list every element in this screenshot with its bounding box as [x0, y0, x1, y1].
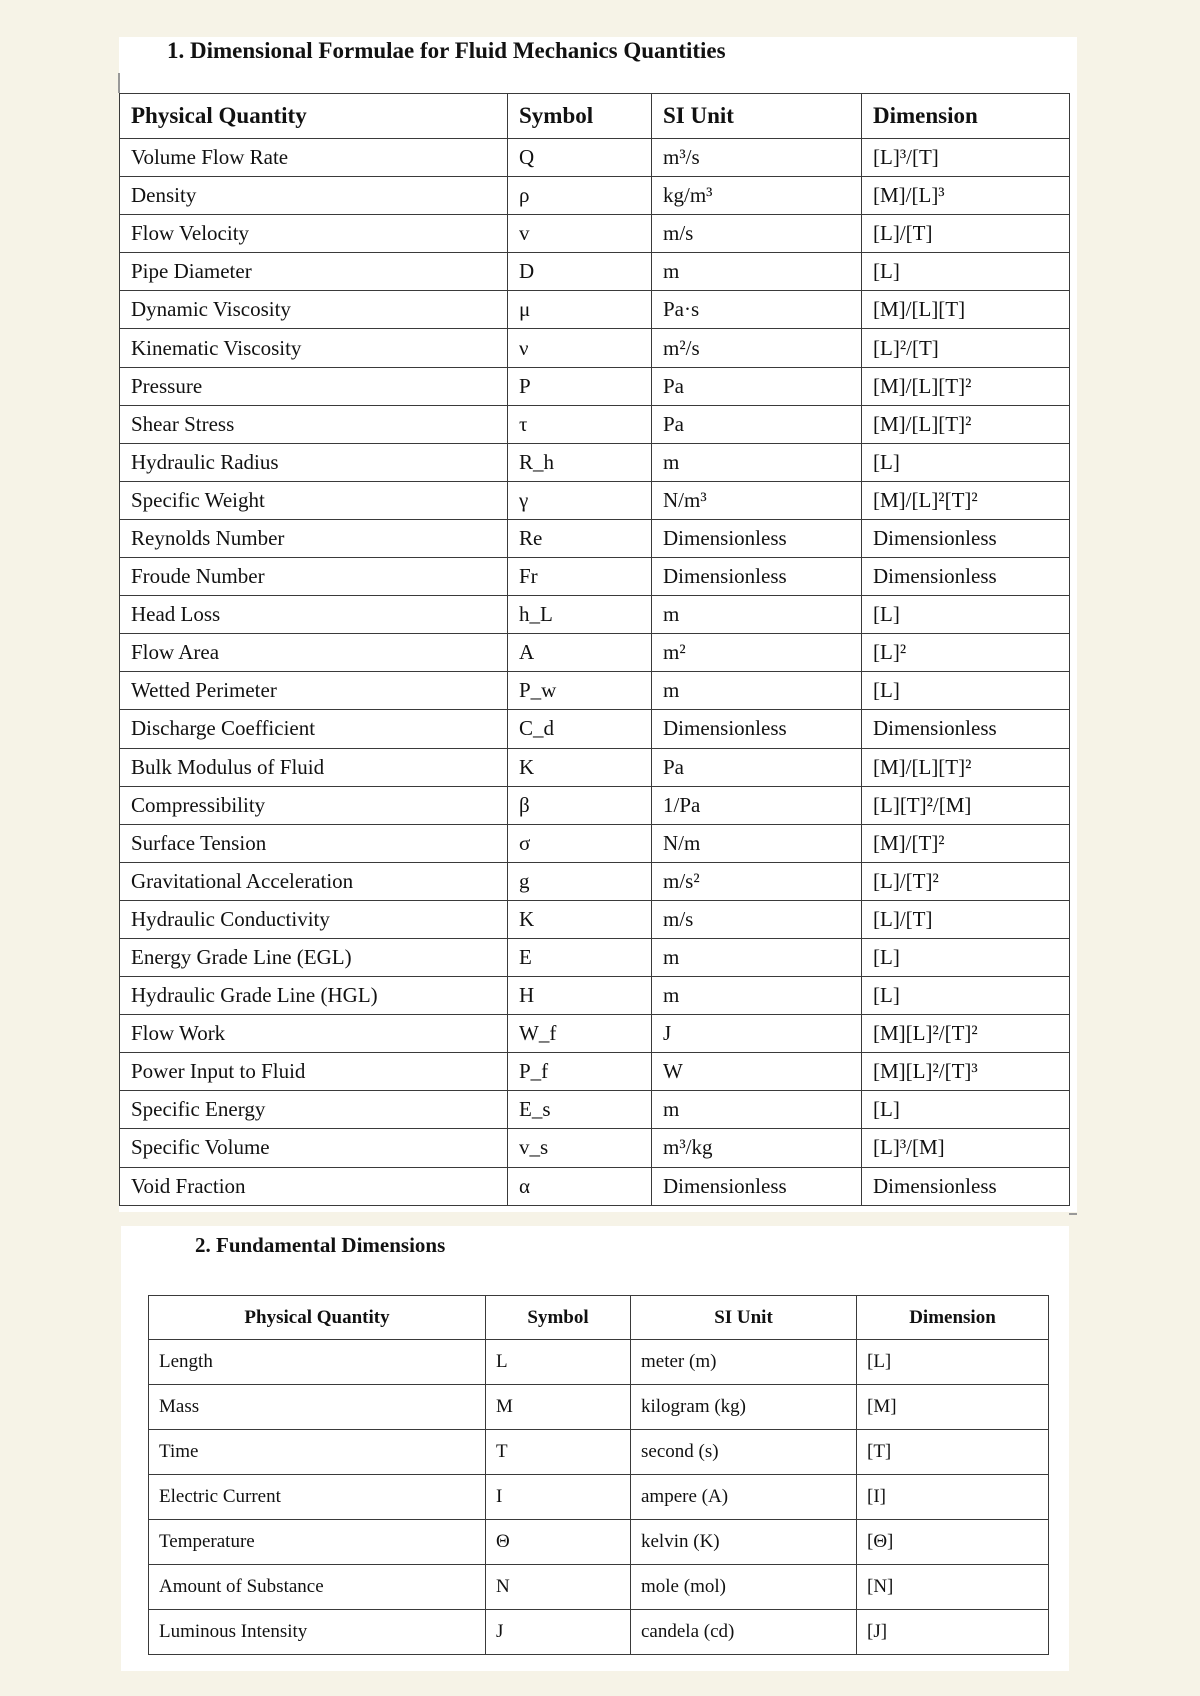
cell-si-unit: m/s² [652, 862, 862, 900]
cell-si-unit: Dimensionless [652, 1167, 862, 1205]
fluid-mechanics-table [119, 93, 1070, 1206]
cell-physical-quantity: Compressibility [120, 786, 508, 824]
cell-physical-quantity: Length [149, 1340, 486, 1385]
cell-si-unit: Dimensionless [652, 710, 862, 748]
cell-physical-quantity: Volume Flow Rate [120, 139, 508, 177]
cell-symbol: J [486, 1610, 631, 1655]
cell-symbol: E [508, 938, 652, 976]
header-si-unit: SI Unit [631, 1296, 857, 1340]
cell-physical-quantity: Discharge Coefficient [120, 710, 508, 748]
cell-si-unit: candela (cd) [631, 1610, 857, 1655]
cell-physical-quantity: Specific Energy [120, 1091, 508, 1129]
cell-physical-quantity: Time [149, 1430, 486, 1475]
cell-physical-quantity: Surface Tension [120, 824, 508, 862]
table-row [120, 900, 1070, 938]
cell-physical-quantity: Wetted Perimeter [120, 672, 508, 710]
cell-physical-quantity: Specific Volume [120, 1129, 508, 1167]
table-row [149, 1430, 1049, 1475]
cell-si-unit: Pa [652, 405, 862, 443]
table-row [120, 215, 1070, 253]
table-row [120, 481, 1070, 519]
header-symbol: Symbol [508, 94, 652, 139]
cell-symbol: τ [508, 405, 652, 443]
cell-dimension: [L]³/[T] [862, 139, 1070, 177]
table-row [149, 1520, 1049, 1565]
table-row [149, 1565, 1049, 1610]
cell-symbol: P_f [508, 1053, 652, 1091]
cell-si-unit: m/s [652, 215, 862, 253]
cell-symbol: v [508, 215, 652, 253]
cell-si-unit: m [652, 1091, 862, 1129]
cell-symbol: Re [508, 519, 652, 557]
cell-dimension: Dimensionless [862, 1167, 1070, 1205]
cell-dimension: Dimensionless [862, 558, 1070, 596]
table-row [149, 1475, 1049, 1520]
table-row [120, 596, 1070, 634]
table-row [120, 786, 1070, 824]
cell-dimension: [M]/[L]²[T]² [862, 481, 1070, 519]
table-row [120, 977, 1070, 1015]
cell-si-unit: m² [652, 634, 862, 672]
table-header-row [149, 1296, 1049, 1340]
cell-symbol: K [508, 748, 652, 786]
table-row [120, 1129, 1070, 1167]
cell-si-unit: m [652, 253, 862, 291]
header-dimension: Dimension [857, 1296, 1049, 1340]
cell-si-unit: W [652, 1053, 862, 1091]
cell-symbol: N [486, 1565, 631, 1610]
header-symbol: Symbol [486, 1296, 631, 1340]
cell-symbol: ν [508, 329, 652, 367]
cell-dimension: [L] [862, 443, 1070, 481]
cell-dimension: [L]³/[M] [862, 1129, 1070, 1167]
cell-physical-quantity: Bulk Modulus of Fluid [120, 748, 508, 786]
cell-symbol: H [508, 977, 652, 1015]
cell-physical-quantity: Flow Work [120, 1015, 508, 1053]
cell-symbol: Θ [486, 1520, 631, 1565]
cell-symbol: P [508, 367, 652, 405]
cell-dimension: [M]/[L][T]² [862, 405, 1070, 443]
cell-symbol: C_d [508, 710, 652, 748]
cell-symbol: g [508, 862, 652, 900]
cell-symbol: M [486, 1385, 631, 1430]
cell-si-unit: m [652, 938, 862, 976]
cell-si-unit: m/s [652, 900, 862, 938]
cell-physical-quantity: Shear Stress [120, 405, 508, 443]
cell-dimension: [M]/[L]³ [862, 177, 1070, 215]
cell-symbol: α [508, 1167, 652, 1205]
cell-symbol: v_s [508, 1129, 652, 1167]
cell-physical-quantity: Hydraulic Conductivity [120, 900, 508, 938]
cell-physical-quantity: Density [120, 177, 508, 215]
cell-physical-quantity: Hydraulic Grade Line (HGL) [120, 977, 508, 1015]
cell-symbol: h_L [508, 596, 652, 634]
cell-si-unit: m³/s [652, 139, 862, 177]
cell-dimension: [T] [857, 1430, 1049, 1475]
table-row [120, 329, 1070, 367]
cell-si-unit: m³/kg [652, 1129, 862, 1167]
cell-dimension: [L] [862, 1091, 1070, 1129]
table-row [120, 291, 1070, 329]
cell-symbol: D [508, 253, 652, 291]
cell-symbol: Q [508, 139, 652, 177]
cell-dimension: [L] [862, 253, 1070, 291]
cell-symbol: Fr [508, 558, 652, 596]
cell-si-unit: kelvin (K) [631, 1520, 857, 1565]
page-edge-mark [118, 73, 120, 93]
cell-si-unit: J [652, 1015, 862, 1053]
table-row [120, 519, 1070, 557]
cell-dimension: [L]/[T] [862, 900, 1070, 938]
cell-symbol: R_h [508, 443, 652, 481]
cell-dimension: [M]/[L][T]² [862, 367, 1070, 405]
cell-symbol: γ [508, 481, 652, 519]
cell-physical-quantity: Froude Number [120, 558, 508, 596]
table-row [120, 824, 1070, 862]
cell-symbol: K [508, 900, 652, 938]
cell-symbol: T [486, 1430, 631, 1475]
cell-dimension: [J] [857, 1610, 1049, 1655]
cell-si-unit: Pa [652, 367, 862, 405]
table-row [120, 938, 1070, 976]
cell-dimension: [L]²/[T] [862, 329, 1070, 367]
cell-physical-quantity: Pressure [120, 367, 508, 405]
cell-physical-quantity: Mass [149, 1385, 486, 1430]
cell-symbol: W_f [508, 1015, 652, 1053]
cell-si-unit: m [652, 596, 862, 634]
cell-physical-quantity: Kinematic Viscosity [120, 329, 508, 367]
header-physical-quantity: Physical Quantity [120, 94, 508, 139]
cell-physical-quantity: Head Loss [120, 596, 508, 634]
cell-physical-quantity: Luminous Intensity [149, 1610, 486, 1655]
cell-physical-quantity: Temperature [149, 1520, 486, 1565]
cell-symbol: P_w [508, 672, 652, 710]
cell-dimension: [M]/[L][T]² [862, 748, 1070, 786]
cell-dimension: [N] [857, 1565, 1049, 1610]
cell-si-unit: kg/m³ [652, 177, 862, 215]
cell-si-unit: kilogram (kg) [631, 1385, 857, 1430]
cell-physical-quantity: Gravitational Acceleration [120, 862, 508, 900]
cell-dimension: [Θ] [857, 1520, 1049, 1565]
section-title-dimensional-formulae: 1. Dimensional Formulae for Fluid Mechanics Quantities [167, 38, 726, 63]
cell-dimension: [L]/[T] [862, 215, 1070, 253]
cell-si-unit: Pa·s [652, 291, 862, 329]
cell-dimension: Dimensionless [862, 710, 1070, 748]
cell-dimension: [L][T]²/[M] [862, 786, 1070, 824]
cell-dimension: [L] [862, 672, 1070, 710]
cell-si-unit: 1/Pa [652, 786, 862, 824]
fundamental-dimensions-table [148, 1295, 1049, 1655]
table-row [120, 1167, 1070, 1205]
cell-physical-quantity: Flow Area [120, 634, 508, 672]
table-row [120, 139, 1070, 177]
cell-symbol: I [486, 1475, 631, 1520]
table-row [149, 1385, 1049, 1430]
table-header-row [120, 94, 1070, 139]
cell-dimension: [L]² [862, 634, 1070, 672]
cell-dimension: Dimensionless [862, 519, 1070, 557]
cell-si-unit: N/m [652, 824, 862, 862]
cell-symbol: σ [508, 824, 652, 862]
table-row [120, 862, 1070, 900]
cell-si-unit: mole (mol) [631, 1565, 857, 1610]
cell-physical-quantity: Power Input to Fluid [120, 1053, 508, 1091]
cell-si-unit: second (s) [631, 1430, 857, 1475]
header-dimension: Dimension [862, 94, 1070, 139]
cell-si-unit: Dimensionless [652, 519, 862, 557]
section-title-fundamental-dimensions: 2. Fundamental Dimensions [195, 1233, 446, 1257]
table-row [120, 710, 1070, 748]
cell-dimension: [L] [862, 938, 1070, 976]
cell-physical-quantity: Pipe Diameter [120, 253, 508, 291]
table-row [149, 1340, 1049, 1385]
cell-si-unit: m [652, 443, 862, 481]
table-row [120, 634, 1070, 672]
cell-dimension: [L] [862, 596, 1070, 634]
table-row [120, 748, 1070, 786]
page-edge-mark [1069, 1213, 1077, 1215]
cell-symbol: β [508, 786, 652, 824]
cell-si-unit: Dimensionless [652, 558, 862, 596]
cell-dimension: [I] [857, 1475, 1049, 1520]
table-row [120, 672, 1070, 710]
cell-si-unit: m²/s [652, 329, 862, 367]
cell-physical-quantity: Flow Velocity [120, 215, 508, 253]
cell-physical-quantity: Electric Current [149, 1475, 486, 1520]
table-row [120, 405, 1070, 443]
cell-si-unit: N/m³ [652, 481, 862, 519]
cell-physical-quantity: Energy Grade Line (EGL) [120, 938, 508, 976]
table-row [120, 177, 1070, 215]
cell-symbol: E_s [508, 1091, 652, 1129]
table-row [120, 1053, 1070, 1091]
header-si-unit: SI Unit [652, 94, 862, 139]
table-row [120, 253, 1070, 291]
cell-dimension: [M]/[L][T] [862, 291, 1070, 329]
cell-dimension: [M] [857, 1385, 1049, 1430]
cell-symbol: μ [508, 291, 652, 329]
table-row [120, 367, 1070, 405]
cell-physical-quantity: Void Fraction [120, 1167, 508, 1205]
table-row [120, 443, 1070, 481]
table-row [149, 1610, 1049, 1655]
table-row [120, 558, 1070, 596]
cell-physical-quantity: Specific Weight [120, 481, 508, 519]
cell-si-unit: meter (m) [631, 1340, 857, 1385]
cell-symbol: L [486, 1340, 631, 1385]
cell-si-unit: m [652, 672, 862, 710]
table-row [120, 1091, 1070, 1129]
header-physical-quantity: Physical Quantity [149, 1296, 486, 1340]
cell-physical-quantity: Dynamic Viscosity [120, 291, 508, 329]
table-row [120, 1015, 1070, 1053]
cell-dimension: [L] [862, 977, 1070, 1015]
cell-physical-quantity: Amount of Substance [149, 1565, 486, 1610]
cell-symbol: ρ [508, 177, 652, 215]
cell-dimension: [M][L]²/[T]³ [862, 1053, 1070, 1091]
cell-si-unit: m [652, 977, 862, 1015]
cell-physical-quantity: Hydraulic Radius [120, 443, 508, 481]
cell-dimension: [M][L]²/[T]² [862, 1015, 1070, 1053]
cell-dimension: [M]/[T]² [862, 824, 1070, 862]
cell-dimension: [L] [857, 1340, 1049, 1385]
cell-si-unit: ampere (A) [631, 1475, 857, 1520]
cell-physical-quantity: Reynolds Number [120, 519, 508, 557]
cell-si-unit: Pa [652, 748, 862, 786]
cell-symbol: A [508, 634, 652, 672]
cell-dimension: [L]/[T]² [862, 862, 1070, 900]
